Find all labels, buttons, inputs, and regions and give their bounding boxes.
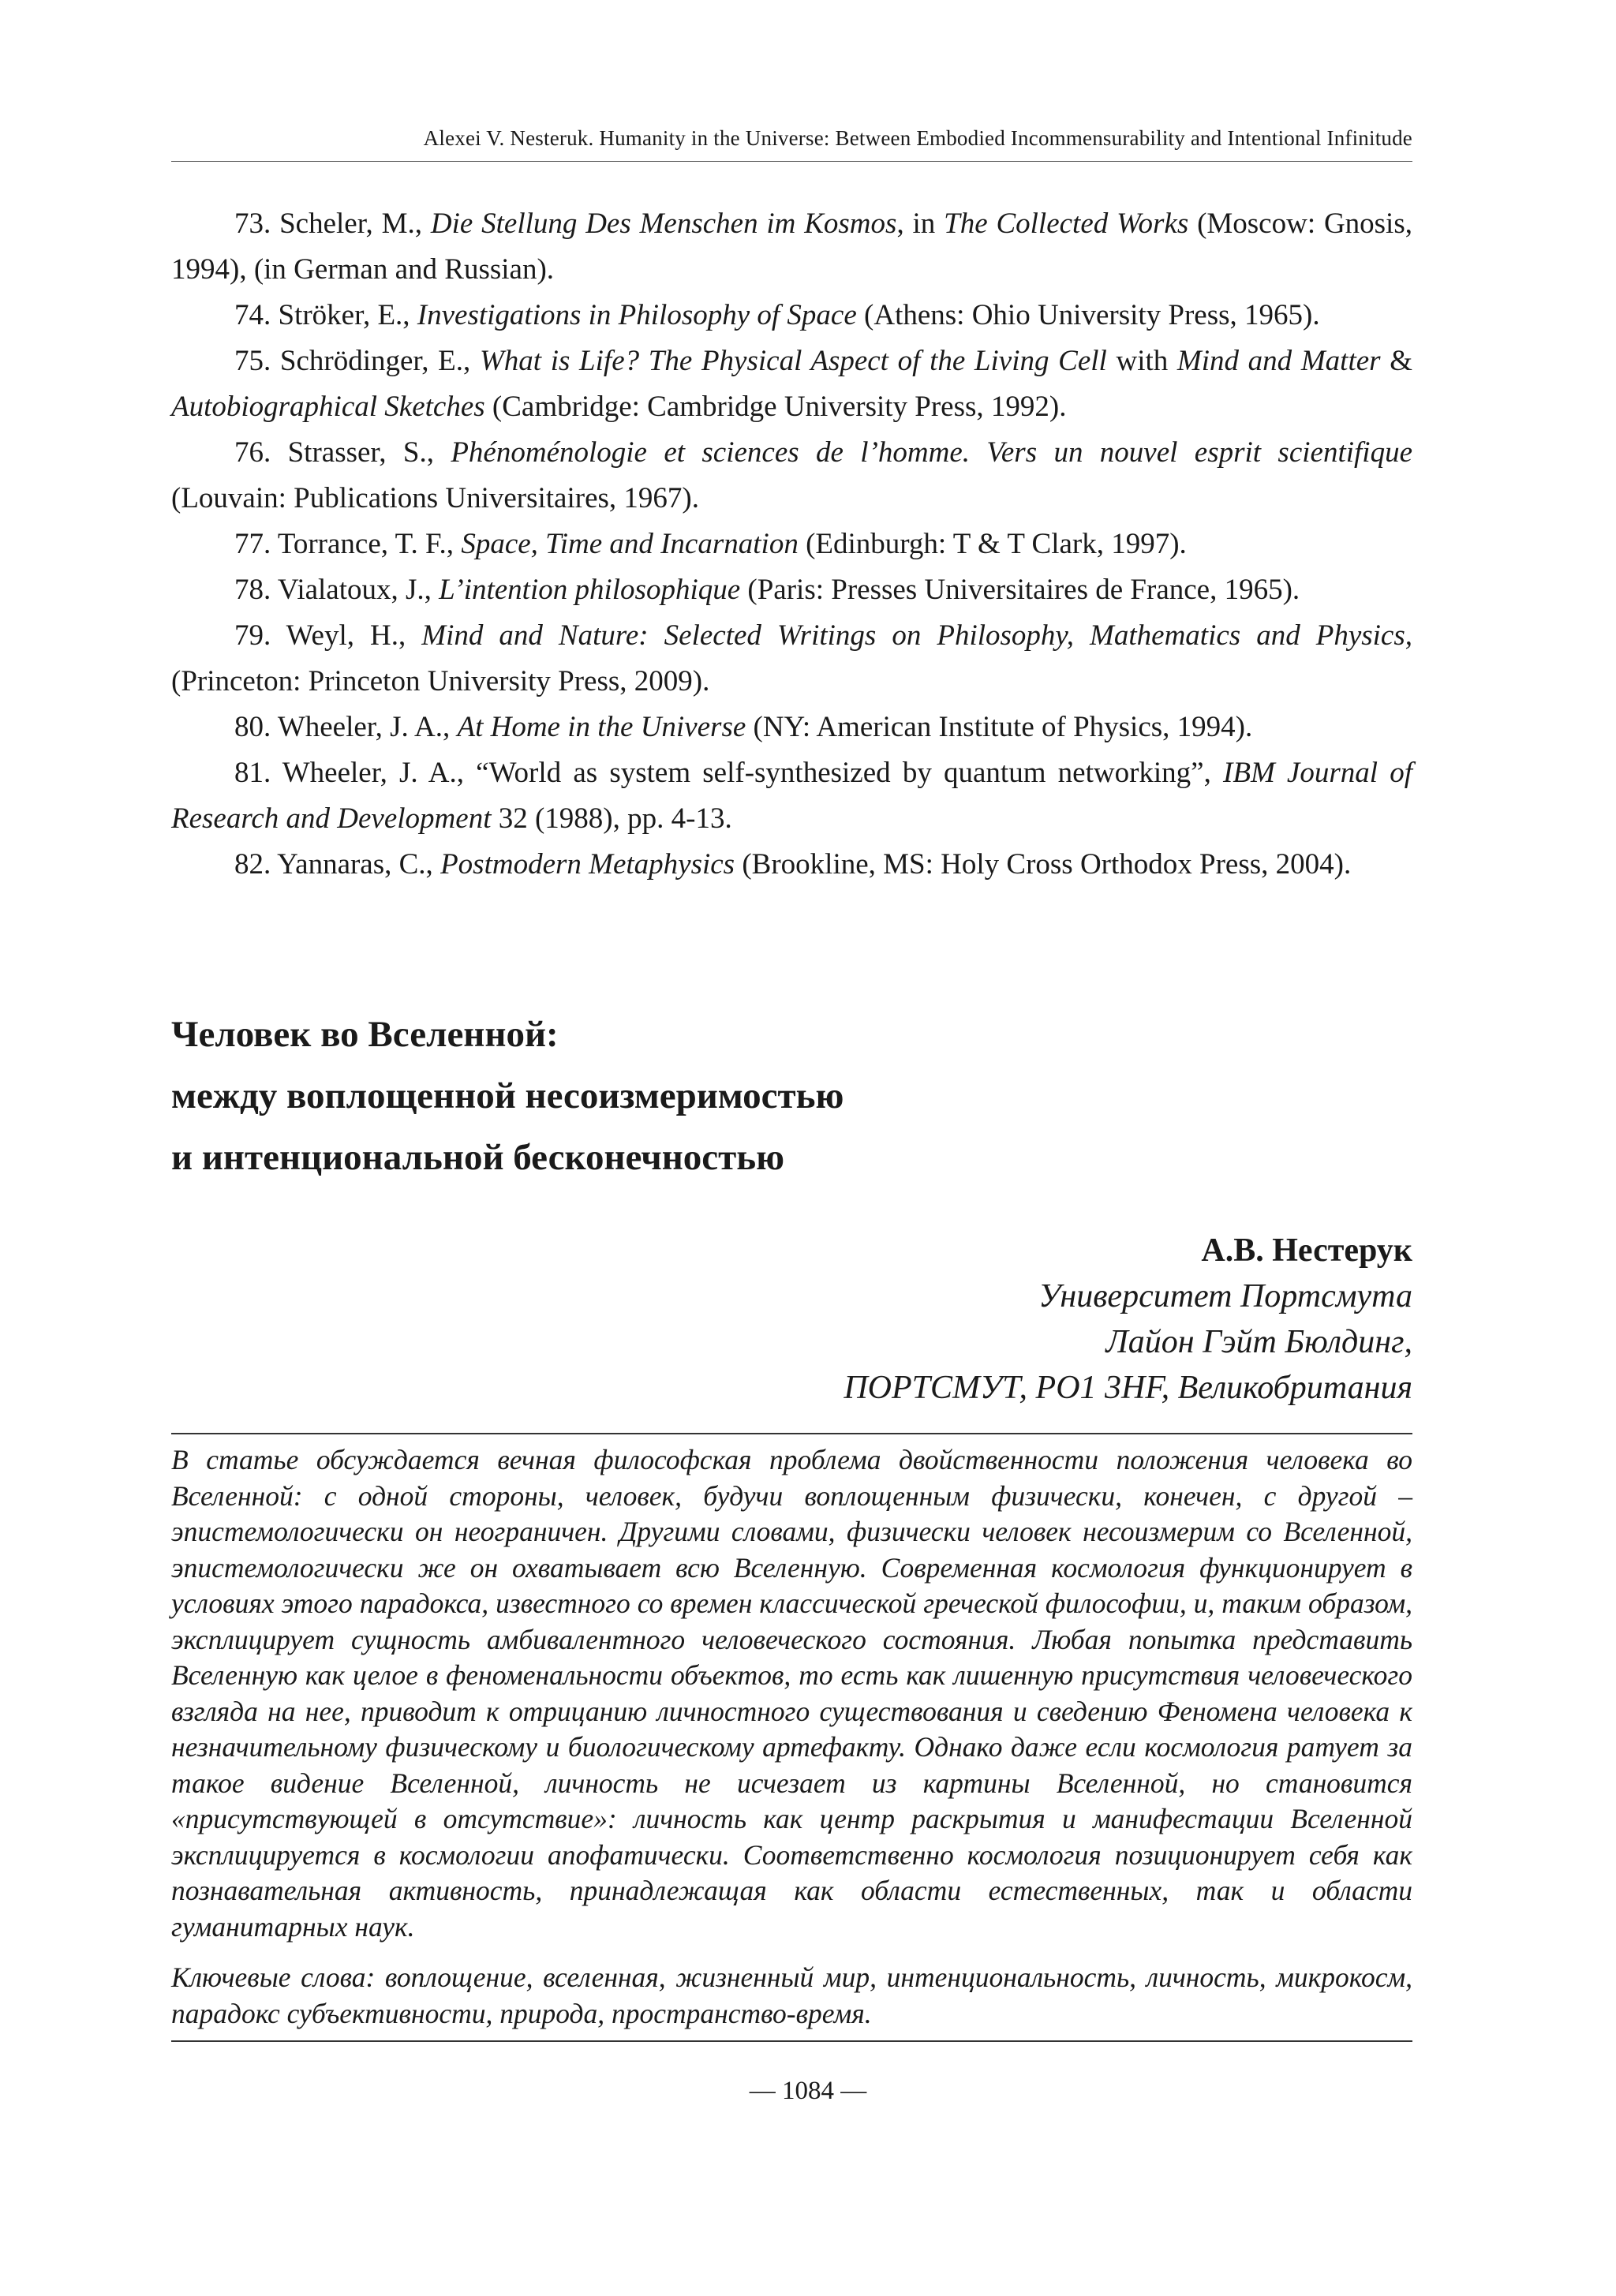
reference-text: 73. Scheler, M., [234,208,431,240]
reference-title: Mind and Nature: Selected Writings on Philosophy, Mathematics and Physics, [421,619,1412,652]
reference-text: (Paris: Presses Universitaires de France, 1965). [740,574,1300,606]
reference-text: , in [896,208,945,240]
reference-list [171,201,1412,888]
reference-title: IBM Journal of Research and Development [171,757,1412,835]
reference-title: At Home in the Universe [457,711,746,743]
reference-item [171,338,1412,430]
reference-text: 75. Schrödinger, E., [234,345,480,377]
reference-title: Postmodern Metaphysics [440,848,735,881]
reference-item [171,613,1412,705]
reference-title: Die Stellung Des Menschen im Kosmos [430,208,897,240]
running-header: Alexei V. Nesteruk. Humanity in the Universe: Between Embodied Incommensurability and Intentional Infinitude [423,126,1412,150]
page-number: — 1084 — [749,2077,867,2105]
reference-text: 74. Ströker, E., [234,299,417,331]
reference-text: 78. Vialatoux, J., [234,574,440,606]
reference-item [171,750,1412,842]
affiliation-line-3: ПОРТСМУТ, PO1 3HF, Великобритания [844,1370,1412,1406]
reference-text: 77. Torrance, T. F., [234,528,462,560]
reference-item [171,842,1412,888]
reference-title: Autobiographical Sketches [171,391,485,423]
header-divider [171,161,1412,162]
reference-text: (Princeton: Princeton University Press, 2009). [171,665,710,697]
reference-text: (Athens: Ohio University Press, 1965). [856,299,1320,331]
keywords: Ключевые слова: воплощение, вселенная, жизненный мир, интенциональность, личность, микрокосм, парадокс субъективности, природа, пространство-время. [171,1961,1412,2029]
abstract-bottom-divider [171,2040,1412,2042]
reference-text: with [1106,345,1177,377]
title-line-1: Человек во Вселенной: [171,1014,559,1055]
reference-item [171,522,1412,567]
reference-text: (NY: American Institute of Physics, 1994). [746,711,1253,743]
reference-text: 80. Wheeler, J. A., [234,711,458,743]
title-line-3: и интенциональной бесконечностью [171,1137,785,1178]
reference-item [171,293,1412,338]
reference-text: (Cambridge: Cambridge University Press, 1992). [484,391,1067,423]
title-line-2: между воплощенной несоизмеримостью [171,1075,844,1116]
reference-text: (Brookline, MS: Holy Cross Orthodox Press, 2004). [735,848,1352,881]
article-title [171,1004,1412,1188]
reference-text: & [1380,345,1413,377]
author-name: А.В. Нестерук [1201,1232,1412,1269]
affiliation-line-2: Лайон Гэйт Бюлдинг, [1105,1324,1412,1360]
reference-item [171,201,1412,293]
reference-text: 76. Strasser, S., [234,436,451,469]
reference-text: (Edinburgh: T & T Clark, 1997). [798,528,1187,560]
reference-item [171,567,1412,613]
reference-item [171,430,1412,522]
reference-text: (Moscow: Gnosis, 1994), (in German and Russian). [171,208,1412,286]
author-block [171,1228,1412,1411]
reference-text: (Louvain: Publications Universitaires, 1967). [171,482,699,514]
abstract-top-divider [171,1433,1412,1434]
reference-text: 81. Wheeler, J. A., “World as system self-synthesized by quantum networking”, [234,757,1224,789]
reference-title: Space, Time and Incarnation [461,528,799,560]
reference-title: L’intention philosophique [439,574,741,606]
reference-text: 82. Yannaras, C., [234,848,441,881]
reference-title: Mind and Matter [1176,345,1381,377]
reference-item [171,705,1412,750]
reference-title: Phénoménologie et sciences de l’homme. Vers un nouvel esprit scientifique [451,436,1412,469]
reference-title: Investigations in Philosophy of Space [417,299,857,331]
abstract: В статье обсуждается вечная философская проблема двойственности положения человека во Вселенной: с одной стороны, человек, будучи воплощенным физически, конечен, с другой – эпистемологически он неограничен. Другими словами, физически человек несоизмерим со Вселенной, эпистемологически же он охватывает всю Вселенную. Современная космология функционирует в условиях этого парадокса, известного со времен классической греческой философии, и, таким образом, эксплицирует сущность амбивалентного человеческого состояния. Любая попытка представить Вселенную как целое в феноменальности объектов, то есть как лишенную присутствия человеческого взгляда на нее, приводит к отрицанию личностного существования и сведению Феномена человека к незначительному физическому и биологическому артефакту. Однако даже если космология ратует за такое видение Вселенной, личность не исчезает из картины Вселенной, но становится «присутствующей в отсутствие»: личность как центр раскрытия и манифестации Вселенной эксплицируется в космологии апофатически. Соответственно космология позиционирует себя как познавательная активность, принадлежащая как области естественных, так и области гуманитарных наук. [171,1444,1412,1943]
reference-text: 32 (1988), pp. 4-13. [491,802,732,835]
reference-text: 79. Weyl, H., [234,619,422,652]
affiliation-line-1: Университет Портсмута [1038,1278,1412,1314]
reference-title: The Collected Works [944,208,1189,240]
reference-title: What is Life? The Physical Aspect of the Living Cell [479,345,1107,377]
